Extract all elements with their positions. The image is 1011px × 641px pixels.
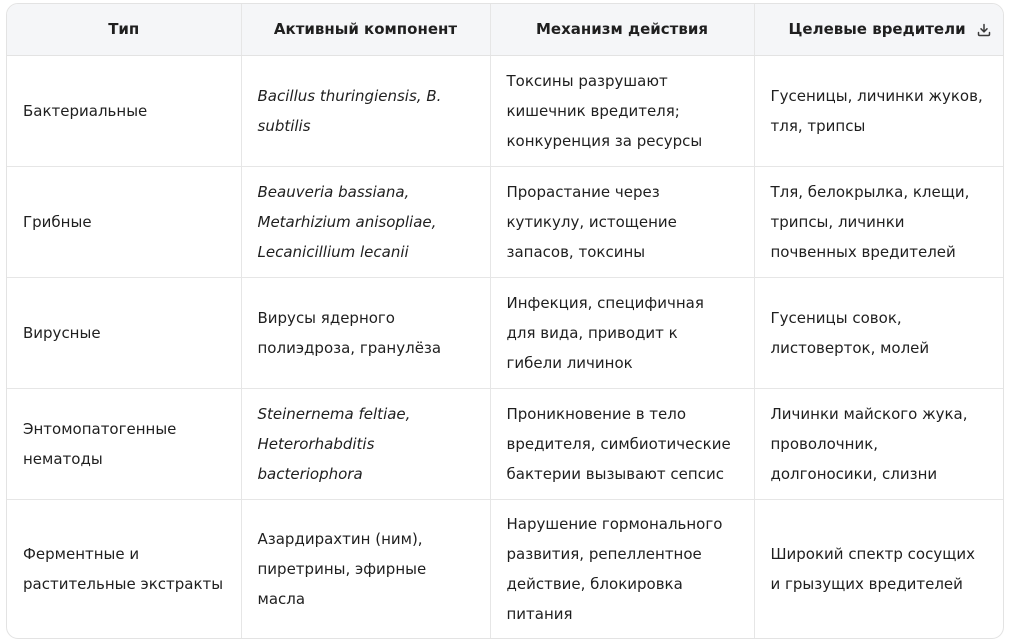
table-row [7, 277, 1004, 388]
download-table-button[interactable] [971, 17, 997, 43]
cell-component: Азардирахтин (ним), пиретрины, эфирные масла [241, 499, 490, 638]
cell-targets: Гусеницы, личинки жуков, тля, трипсы [754, 55, 1004, 166]
cell-targets: Гусеницы совок, листоверток, молей [754, 277, 1004, 388]
cell-component: Beauveria bassiana, Metarhizium anisopliae, Lecanicillium lecanii [241, 166, 490, 277]
header-target-pests-label: Целевые вредители [788, 20, 966, 39]
table-header-row [7, 4, 1004, 55]
table-row [7, 499, 1004, 638]
header-mechanism: Механизм действия [490, 4, 754, 55]
cell-targets: Тля, белокрылка, клещи, трипсы, личинки почвенных вредителей [754, 166, 1004, 277]
biopesticides-table [7, 4, 1004, 638]
cell-component: Вирусы ядерного полиэдроза, гранулёза [241, 277, 490, 388]
cell-type: Бактериальные [7, 55, 241, 166]
data-table-container [6, 3, 1004, 639]
cell-mechanism: Проникновение в тело вредителя, симбиотические бактерии вызывают сепсис [490, 388, 754, 499]
cell-component: Bacillus thuringiensis, B. subtilis [241, 55, 490, 166]
cell-mechanism: Прорастание через кутикулу, истощение запасов, токсины [490, 166, 754, 277]
cell-mechanism: Нарушение гормонального развития, репеллентное действие, блокировка питания [490, 499, 754, 638]
header-type: Тип [7, 4, 241, 55]
cell-mechanism: Токсины разрушают кишечник вредителя; конкуренция за ресурсы [490, 55, 754, 166]
cell-type: Вирусные [7, 277, 241, 388]
cell-targets: Личинки майского жука, проволочник, долгоносики, слизни [754, 388, 1004, 499]
table-row [7, 166, 1004, 277]
header-target-pests [754, 4, 1004, 55]
header-active-component: Активный компонент [241, 4, 490, 55]
table-row [7, 55, 1004, 166]
cell-component: Steinernema feltiae, Heterorhabditis bacteriophora [241, 388, 490, 499]
download-icon [976, 22, 992, 38]
cell-type: Ферментные и растительные экстракты [7, 499, 241, 638]
cell-type: Грибные [7, 166, 241, 277]
cell-type: Энтомопатогенные нематоды [7, 388, 241, 499]
cell-mechanism: Инфекция, специфичная для вида, приводит к гибели личинок [490, 277, 754, 388]
cell-targets: Широкий спектр сосущих и грызущих вредителей [770, 544, 975, 593]
table-row [7, 388, 1004, 499]
